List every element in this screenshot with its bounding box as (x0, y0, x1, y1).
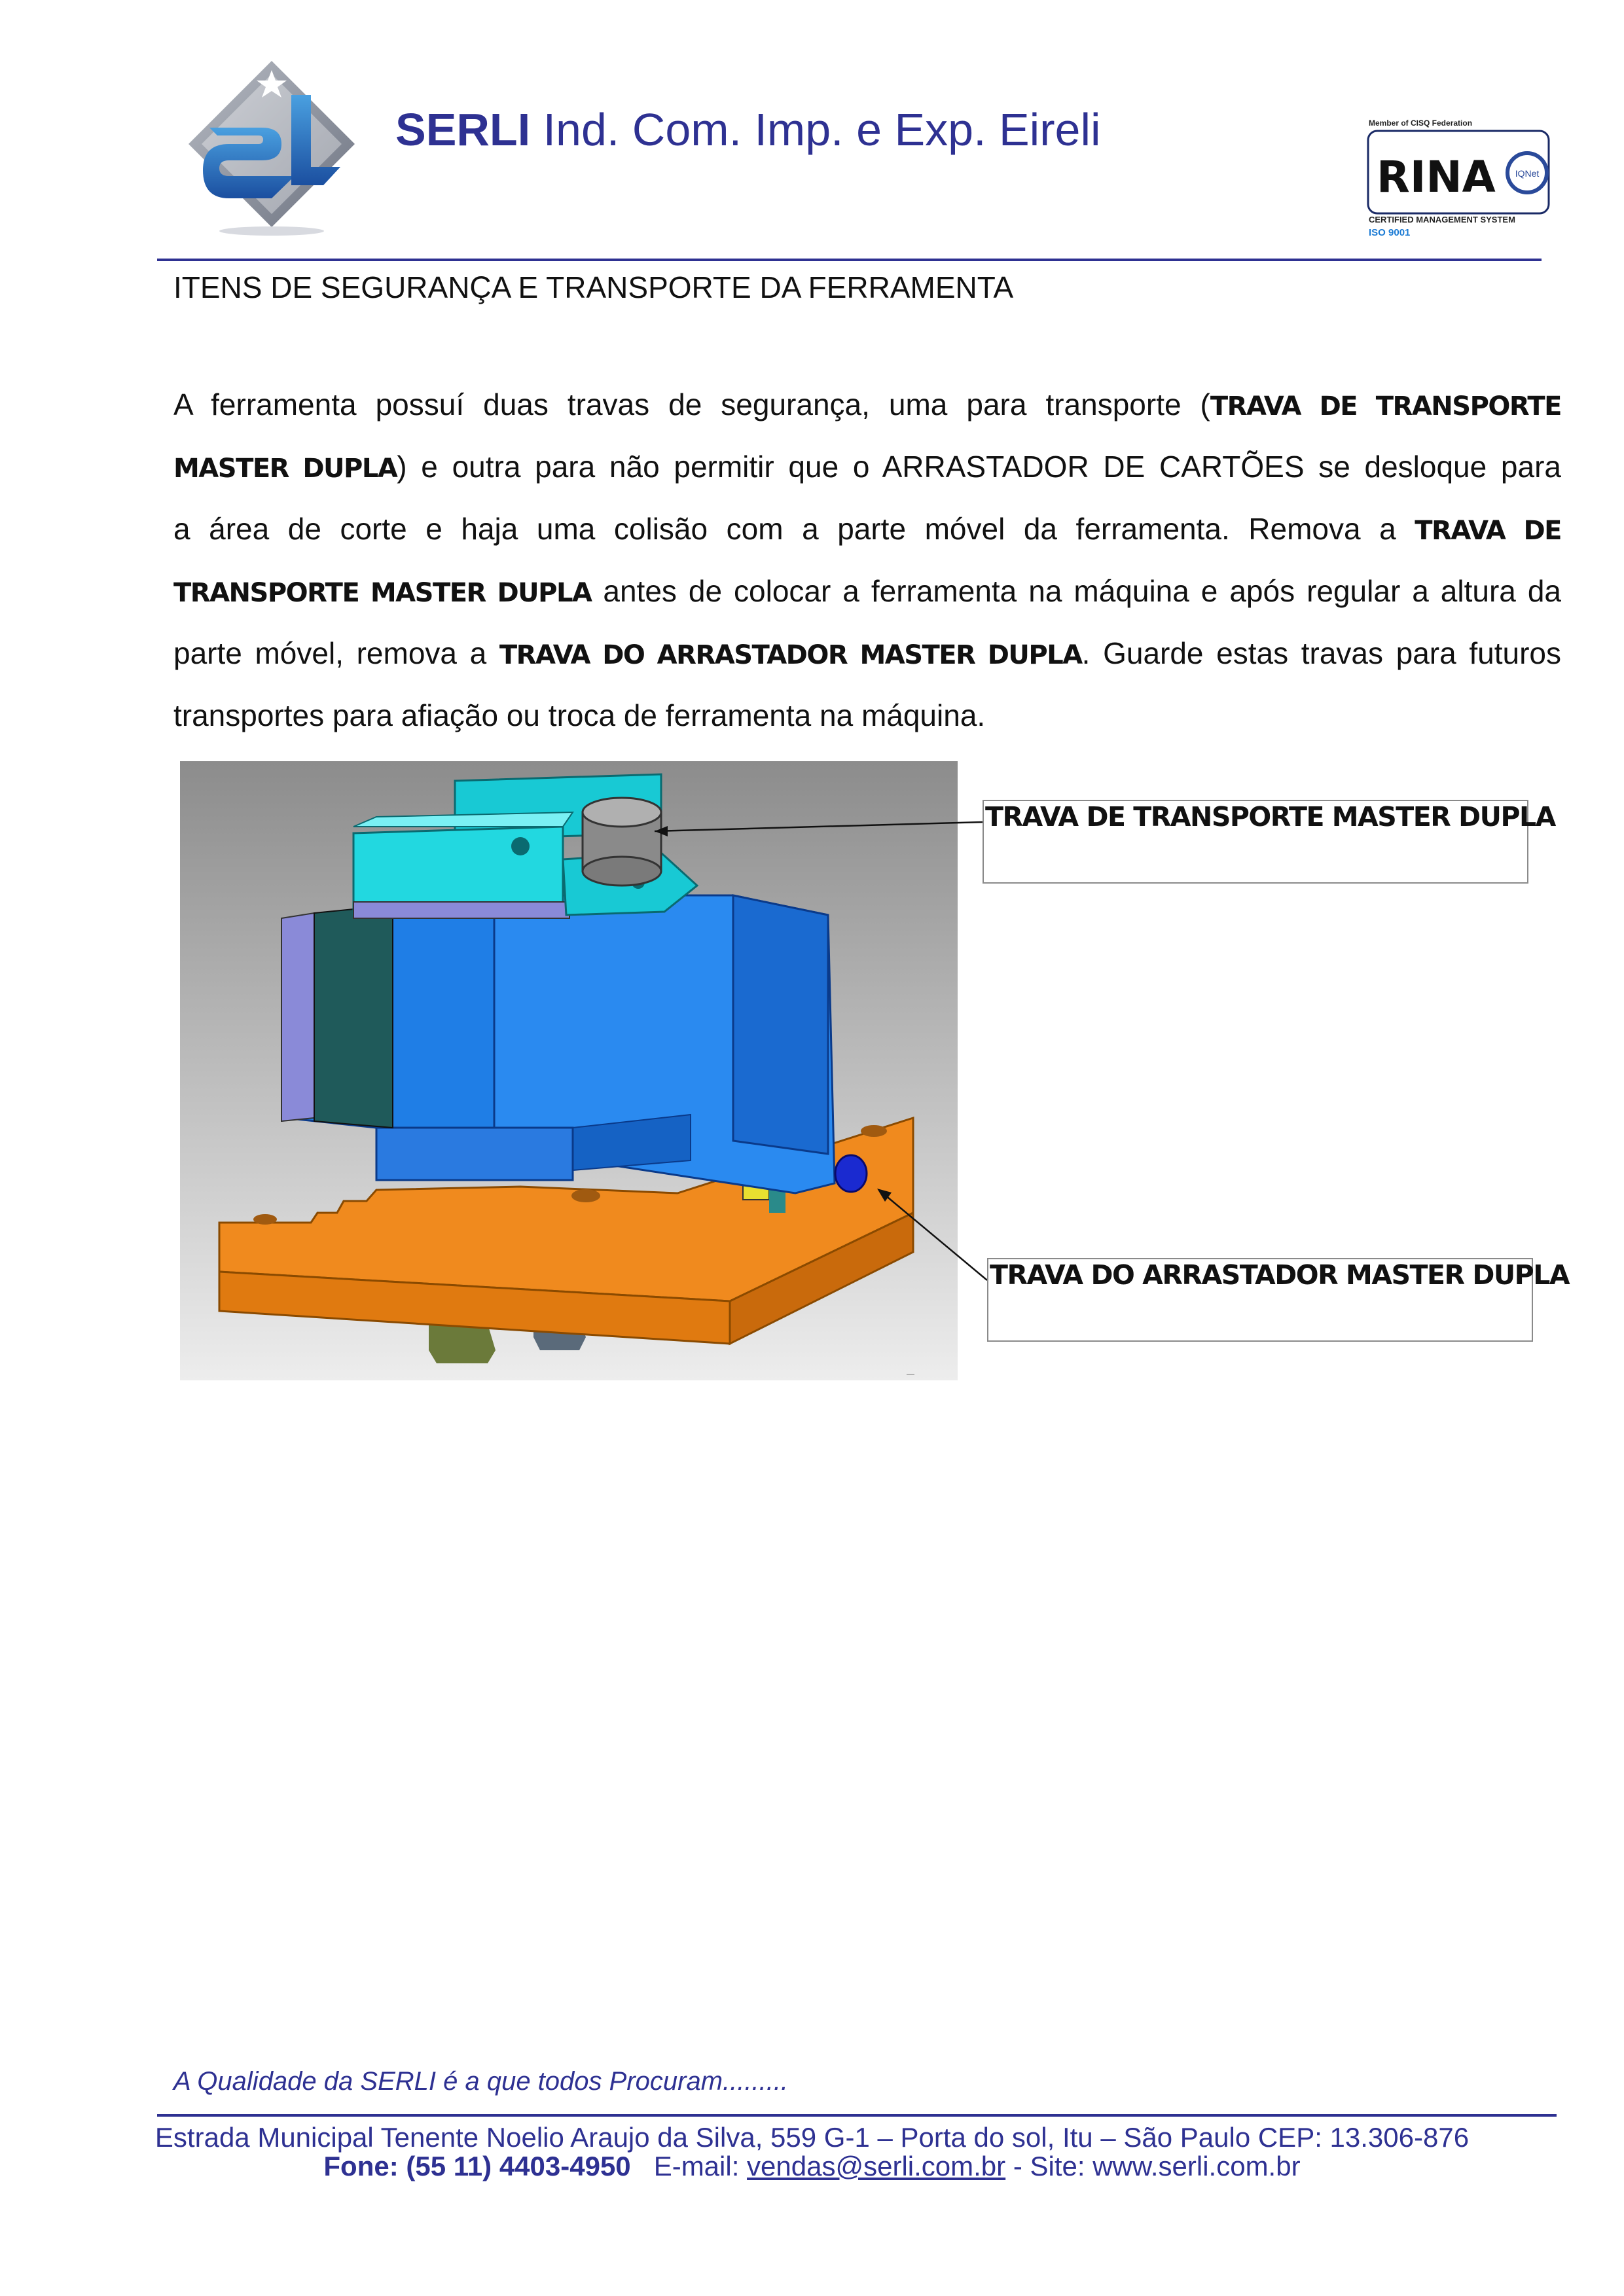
footer-slogan: A Qualidade da SERLI é a que todos Procuram......... (173, 2067, 789, 2096)
svg-text:—: — (907, 1369, 914, 1378)
paragraph-line-3 (173, 499, 1561, 561)
certified-system-text: CERTIFIED MANAGEMENT SYSTEM (1369, 215, 1515, 224)
company-name-bold: SERLI (395, 104, 531, 155)
instructions-paragraph (173, 374, 1561, 745)
footer-contact (0, 2151, 1624, 2182)
callout-label: TRAVA DE TRANSPORTE MASTER DUPLA (985, 801, 1555, 833)
footer-email-label: E-mail: (653, 2151, 748, 2181)
paragraph-text: A ferramenta possuí duas travas de segurança, uma para transporte ( (173, 387, 1210, 422)
footer-divider (157, 2114, 1557, 2117)
company-name (395, 103, 1101, 156)
rina-certification-badge (1365, 117, 1556, 241)
callout-label: TRAVA DO ARRASTADOR MASTER DUPLA (990, 1259, 1570, 1291)
paragraph-text: . Guarde estas travas para futuros (1081, 636, 1561, 670)
footer-phone: Fone: (55 11) 4403-4950 (323, 2151, 631, 2181)
footer-site: - Site: www.serli.com.br (1005, 2151, 1301, 2181)
document-title: ITENS DE SEGURANÇA E TRANSPORTE DA FERRAMENTA (173, 270, 1014, 304)
serli-logo (183, 56, 360, 238)
company-name-rest: Ind. Com. Imp. e Exp. Eireli (530, 104, 1101, 155)
paragraph-text: antes de colocar a ferramenta na máquina e após regular a altura da (591, 574, 1561, 608)
highlight-text: TRAVA DE TRANSPORTE (1210, 391, 1562, 422)
paragraph-text: a área de corte e haja uma colisão com a parte móvel da ferramenta. Remova a (173, 512, 1415, 546)
iqnet-text: IQNet (1515, 168, 1540, 179)
callout-transport-lock (983, 800, 1555, 884)
cad-tool-image (180, 761, 958, 1380)
paragraph-line-2 (173, 437, 1561, 499)
rina-iso-logo-icon (1365, 117, 1556, 241)
highlight-text: MASTER DUPLA (173, 454, 397, 484)
paragraph-text: parte móvel, remova a (173, 636, 499, 670)
iso-standard-text: ISO 9001 (1369, 227, 1411, 238)
highlight-text: TRAVA DE (1415, 516, 1561, 546)
paragraph-line-4 (173, 561, 1561, 623)
callout-dragger-lock (987, 1258, 1570, 1342)
paragraph-line-5 (173, 623, 1561, 685)
paragraph-text: ) e outra para não permitir que o ARRASTADOR DE CARTÕES se desloque para (397, 450, 1561, 484)
highlight-text: TRANSPORTE MASTER DUPLA (173, 578, 592, 608)
paragraph-line-6: transportes para afiação ou troca de ferramenta na máquina. (173, 698, 986, 732)
cisq-member-text: Member of CISQ Federation (1369, 118, 1473, 128)
footer-address: Estrada Municipal Tenente Noelio Araujo da Silva, 559 G-1 – Porta do sol, Itu – São Paulo CEP: 13.306-876 (154, 2122, 1470, 2153)
footer-email-link[interactable]: vendas@serli.com.br (747, 2151, 1006, 2181)
paragraph-line-1 (173, 374, 1561, 437)
rina-brand: RINA (1377, 152, 1496, 202)
header-divider (157, 259, 1542, 261)
highlight-text: TRAVA DO ARRASTADOR MASTER DUPLA (499, 640, 1082, 670)
